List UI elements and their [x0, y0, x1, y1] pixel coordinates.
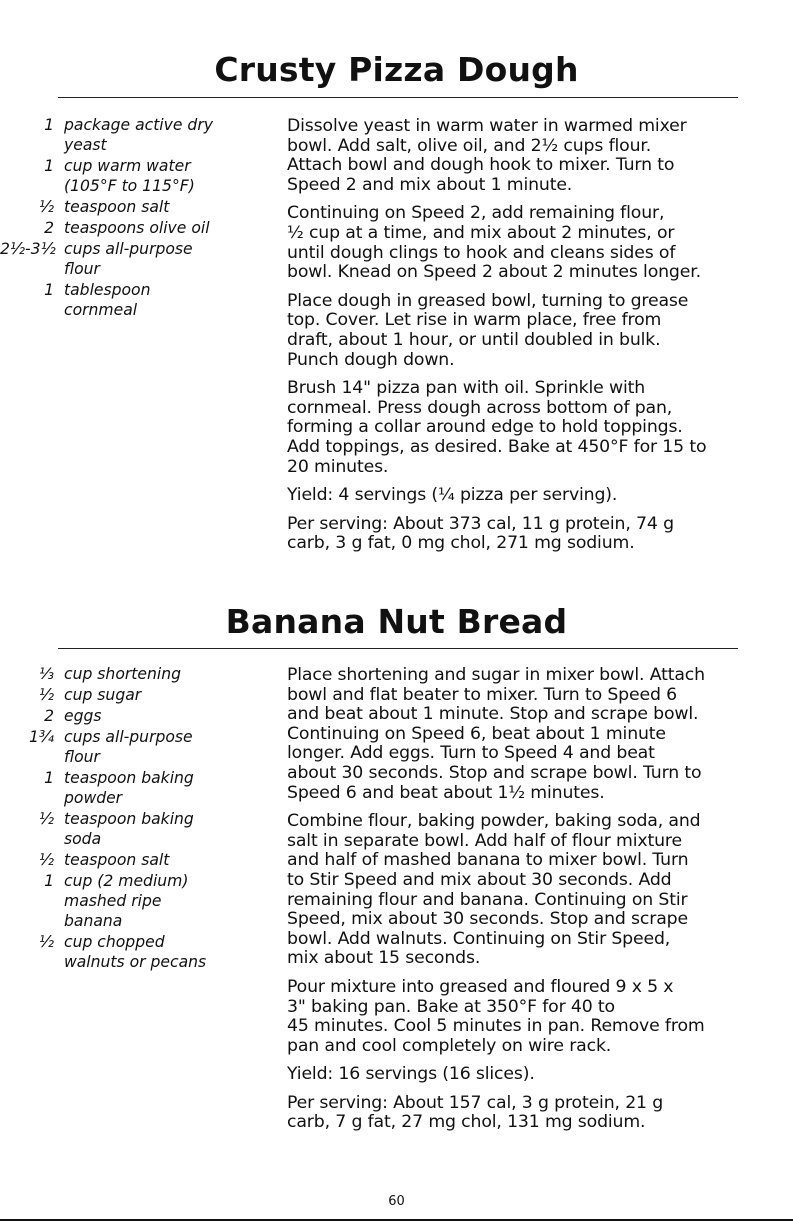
ingredient-qty: ½: [38, 933, 54, 951]
yield-text: Yield: 16 servings (16 slices).: [287, 1064, 535, 1085]
ingredient-qty: 2: [44, 219, 54, 237]
nutrition-text: Per serving: About 157 cal, 3 g protein, 21 g carb, 7 g fat, 27 mg chol, 131 mg sodium.: [287, 1092, 664, 1133]
recipe-title-banana-bread: Banana Nut Bread: [225, 602, 568, 641]
nutrition-text: Per serving: About 373 cal, 11 g protein, 74 g carb, 3 g fat, 0 mg chol, 271 mg sodium.: [287, 513, 674, 554]
ingredient-item: teaspoon salt: [64, 198, 170, 216]
ingredient-qty: 1: [44, 157, 54, 175]
yield-text: Yield: 4 servings (¼ pizza per serving).: [287, 485, 618, 506]
method-paragraph: Continuing on Speed 2, add remaining flour, ½ cup at a time, and mix about 2 minutes, or until dough clings to hook and cleans sides of bowl. Knead on Speed 2 about 2 minutes longer.: [287, 203, 701, 283]
ingredient: [0, 685, 270, 705]
method-paragraph: Pour mixture into greased and floured 9 x 5 x 3" baking pan. Bake at 350°F for 40 to 45 minutes. Cool 5 minutes in pan. Remove from pan and cool completely on wire rack.: [287, 976, 705, 1056]
recipe-title-pizza-dough: Crusty Pizza Dough: [214, 50, 579, 89]
ingredient-qty: ½: [38, 851, 54, 869]
method-text: [287, 666, 757, 1142]
ingredient-qty: 2: [44, 707, 54, 725]
ingredient-item: tablespoon cornmeal: [64, 281, 151, 319]
ingredient-item: cup warm water (105°F to 115°F): [64, 157, 195, 195]
ingredient-item: package active dry yeast: [64, 116, 213, 154]
ingredient-qty: 1: [44, 281, 54, 299]
page-number: 60: [388, 1194, 405, 1209]
ingredient-qty: ⅓: [38, 665, 54, 683]
ingredient-item: cup sugar: [64, 686, 142, 704]
ingredient-qty: 1: [44, 769, 54, 787]
ingredient: [0, 156, 270, 196]
method-paragraph: Place shortening and sugar in mixer bowl. Attach bowl and flat beater to mixer. Turn to Speed 6 and beat about 1 minute. Stop and scrape bowl. Continuing on Speed 6, beat about 1 minute longer. Add eggs. Turn to Speed 4 and beat about 30 seconds. Stop and scrape bowl. Turn to Speed 6 and beat about 1½ minutes.: [287, 665, 705, 803]
method-paragraph: Place dough in greased bowl, turning to grease top. Cover. Let rise in warm place, free from draft, about 1 hour, or until doubled in bulk. Punch dough down.: [287, 290, 689, 370]
method-paragraph: Dissolve yeast in warm water in warmed mixer bowl. Add salt, olive oil, and 2½ cups flour. Attach bowl and dough hook to mixer. Turn to Speed 2 and mix about 1 minute.: [287, 116, 687, 195]
title-rule: [58, 648, 738, 649]
ingredient: [0, 280, 270, 320]
method-paragraph: Brush 14" pizza pan with oil. Sprinkle with cornmeal. Press dough across bottom of pan, forming a collar around edge to hold toppings. Add toppings, as desired. Bake at 450°F for 15 to 20 minutes.: [287, 378, 707, 477]
method-text: [287, 117, 757, 563]
ingredient-qty: ½: [38, 686, 54, 704]
ingredient: [0, 871, 270, 931]
ingredient: [0, 932, 270, 972]
ingredient-qty: 1¾: [28, 728, 54, 746]
ingredient: [0, 197, 270, 217]
ingredient-item: cup shortening: [64, 665, 181, 683]
ingredient-item: eggs: [64, 707, 102, 725]
ingredient-qty: 1: [44, 116, 54, 134]
ingredient-item: cup chopped walnuts or pecans: [64, 933, 207, 971]
ingredient-item: cups all-purpose flour: [64, 240, 193, 278]
ingredient: [0, 664, 270, 684]
ingredient: [0, 768, 270, 808]
ingredient-qty: 1: [44, 872, 54, 890]
title-rule: [58, 97, 738, 98]
ingredient-list: [0, 115, 270, 321]
ingredient-qty: 2½-3½: [0, 240, 56, 258]
ingredient: [0, 706, 270, 726]
ingredient: [0, 809, 270, 849]
ingredient: [0, 239, 270, 279]
ingredient: [0, 850, 270, 870]
ingredient-item: cup (2 medium) mashed ripe banana: [64, 872, 189, 930]
ingredient: [0, 218, 270, 238]
footer-rule: [0, 1219, 793, 1221]
ingredient-item: teaspoon baking powder: [64, 769, 194, 807]
ingredient-qty: ½: [38, 810, 54, 828]
ingredient-item: cups all-purpose flour: [64, 728, 193, 766]
ingredient-item: teaspoon baking soda: [64, 810, 194, 848]
method-paragraph: Combine flour, baking powder, baking soda, and salt in separate bowl. Add half of flour mixture and half of mashed banana to mixer bowl. Turn to Stir Speed and mix about 30 seconds. Add remaining flour and banana. Continuing on Stir Speed, mix about 30 seconds. Stop and scrape bowl. Add walnuts. Continuing on Stir Speed, mix about 15 seconds.: [287, 811, 701, 969]
ingredient: [0, 727, 270, 767]
ingredient: [0, 115, 270, 155]
ingredient-item: teaspoons olive oil: [64, 219, 210, 237]
ingredient-list: [0, 664, 270, 973]
ingredient-qty: ½: [38, 198, 54, 216]
ingredient-item: teaspoon salt: [64, 851, 170, 869]
